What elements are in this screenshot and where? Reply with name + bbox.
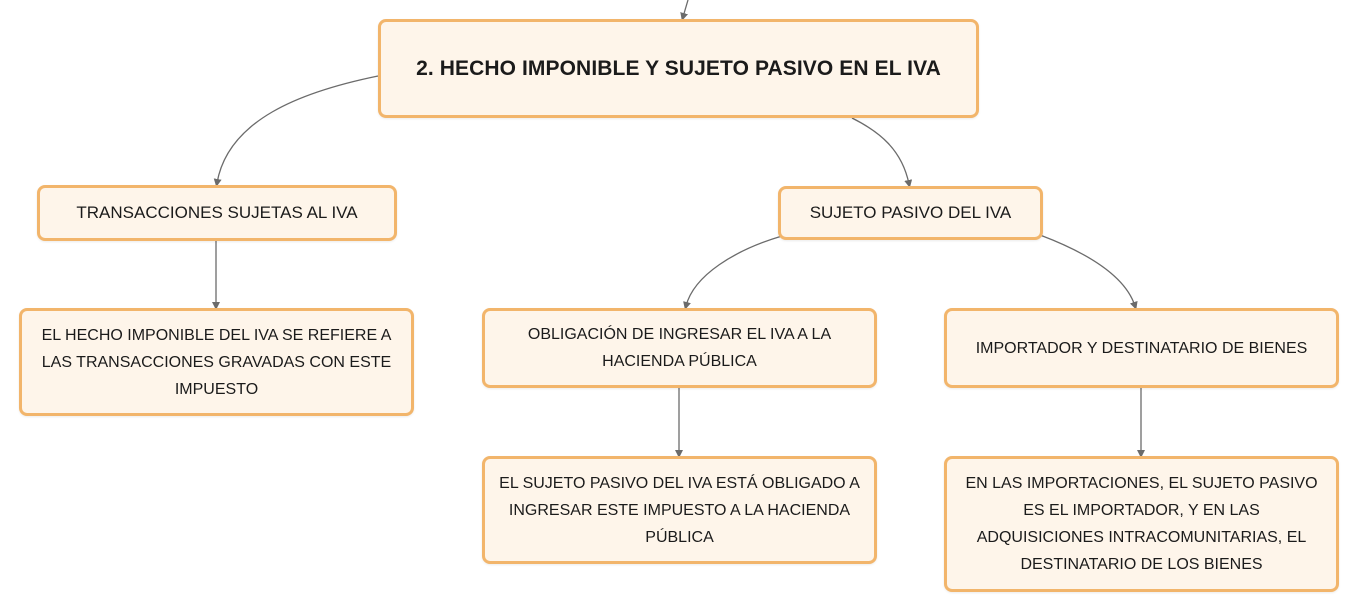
connector-sujeto-to-importador bbox=[1040, 235, 1135, 306]
node-importaciones-detalle-label: EN LAS IMPORTACIONES, EL SUJETO PASIVO ES EL IMPORTADOR, Y EN LAS ADQUISICIONES INTRACOMUNITARIAS, EL DESTINATARIO DE LOS BIENES bbox=[965, 475, 1318, 573]
node-hecho-imponible-detalle[interactable] bbox=[19, 308, 414, 416]
node-sujeto-obligado-label: EL SUJETO PASIVO DEL IVA ESTÁ OBLIGADO A INGRESAR ESTE IMPUESTO A LA HACIENDA PÚBLICA bbox=[499, 474, 860, 546]
node-importaciones-detalle[interactable] bbox=[944, 456, 1339, 592]
node-sujeto-obligado[interactable] bbox=[482, 456, 877, 564]
root-node-label: 2. HECHO IMPONIBLE Y SUJETO PASIVO EN EL IVA bbox=[416, 56, 941, 80]
node-transacciones-sujetas-label: TRANSACCIONES SUJETAS AL IVA bbox=[76, 203, 358, 222]
node-hecho-imponible-detalle-label: EL HECHO IMPONIBLE DEL IVA SE REFIERE A LAS TRANSACCIONES GRAVADAS CON ESTE IMPUESTO bbox=[41, 326, 392, 398]
node-obligacion-ingresar[interactable] bbox=[482, 308, 877, 388]
connector-root-to-transacciones bbox=[217, 76, 378, 183]
connector-incoming-root bbox=[683, 0, 688, 17]
node-sujeto-pasivo[interactable] bbox=[778, 186, 1043, 240]
connector-root-to-sujeto-pasivo bbox=[852, 118, 909, 184]
root-node[interactable] bbox=[378, 19, 979, 118]
node-importador-destinatario[interactable] bbox=[944, 308, 1339, 388]
node-transacciones-sujetas[interactable] bbox=[37, 185, 397, 241]
node-obligacion-ingresar-label: OBLIGACIÓN DE INGRESAR EL IVA A LA HACIENDA PÚBLICA bbox=[527, 326, 832, 370]
node-importador-destinatario-label: IMPORTADOR Y DESTINATARIO DE BIENES bbox=[975, 339, 1308, 357]
connector-sujeto-to-obligacion bbox=[686, 236, 782, 306]
node-sujeto-pasivo-label: SUJETO PASIVO DEL IVA bbox=[809, 203, 1012, 222]
